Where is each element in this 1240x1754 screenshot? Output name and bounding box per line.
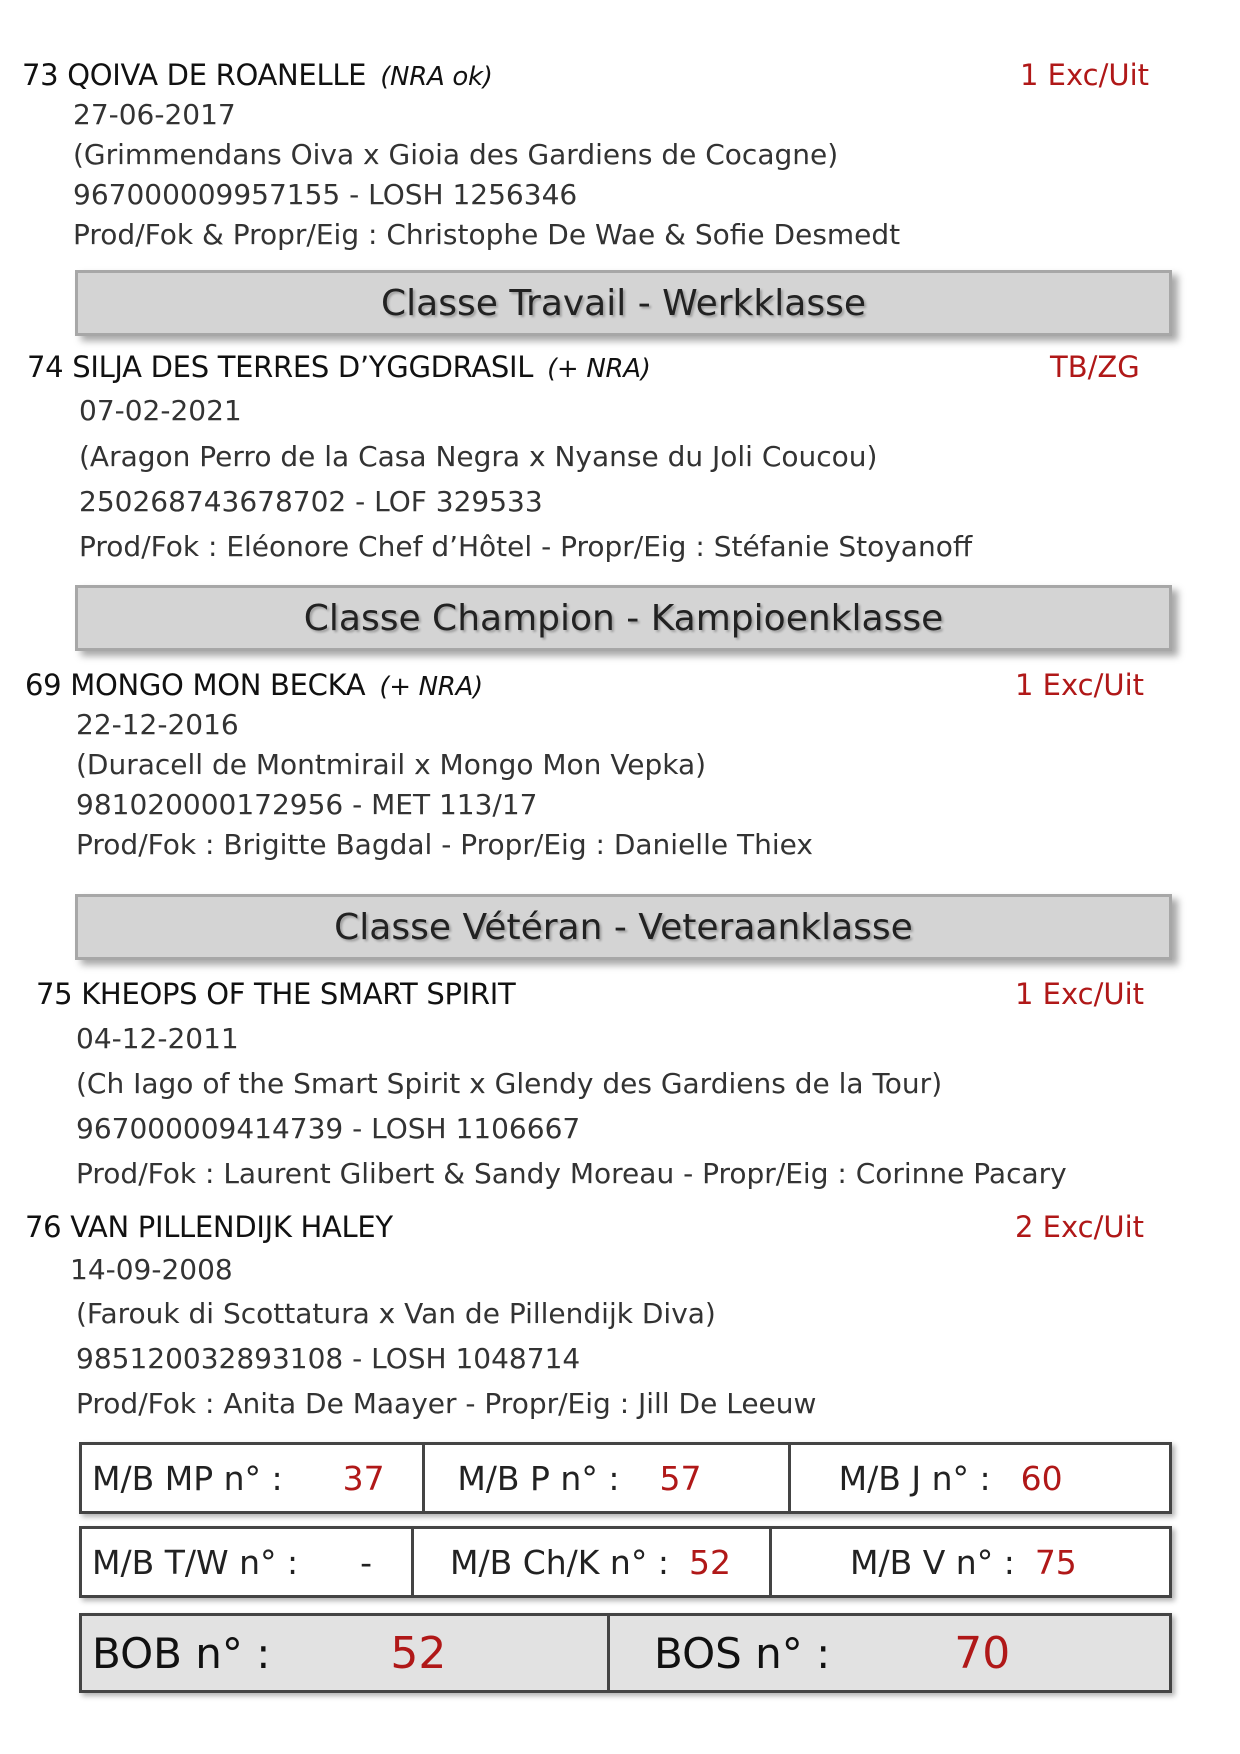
result-label: M/B T/W n° : (92, 1542, 299, 1582)
entry-owner: Prod/Fok & Propr/Eig : Christophe De Wae & Sofie Desmedt (73, 218, 901, 251)
banner-classe-travail: Classe Travail - Werkklasse (75, 270, 1172, 336)
entry-note: (+ NRA) (379, 672, 483, 702)
bos-cell (610, 1616, 1169, 1690)
result-label: M/B P n° : (457, 1458, 620, 1498)
entry-grade: 1 Exc/Uit (1015, 977, 1145, 1011)
result-chk-cell (414, 1529, 772, 1595)
entry-owner: Prod/Fok : Anita De Maayer - Propr/Eig : Jill De Leeuw (76, 1387, 817, 1420)
bos-label: BOS n° : (654, 1628, 831, 1678)
result-p-cell (425, 1445, 790, 1511)
entry-birthdate: 07-02-2021 (79, 394, 242, 427)
result-label: M/B MP n° : (92, 1458, 283, 1498)
entry-owner: Prod/Fok : Eléonore Chef d’Hôtel - Propr/Eig : Stéfanie Stoyanoff (79, 530, 973, 563)
result-value: 52 (688, 1542, 731, 1582)
result-j-cell (791, 1445, 1169, 1511)
result-value: 60 (1020, 1458, 1063, 1498)
entry-ids: 967000009414739 - LOSH 1106667 (76, 1112, 581, 1145)
entry-birthdate: 14-09-2008 (70, 1253, 233, 1286)
entry-birthdate: 04-12-2011 (76, 1022, 239, 1055)
entry-owner: Prod/Fok : Laurent Glibert & Sandy Moreau - Propr/Eig : Corinne Pacary (76, 1157, 1067, 1190)
results-row-2 (79, 1526, 1172, 1598)
entry-title (22, 58, 493, 92)
result-v-cell (772, 1529, 1169, 1595)
result-value: 57 (659, 1458, 702, 1498)
bob-label: BOB n° : (92, 1628, 271, 1678)
result-value: 37 (342, 1458, 385, 1498)
entry-owner: Prod/Fok : Brigitte Bagdal - Propr/Eig : Danielle Thiex (76, 828, 813, 861)
results-row-1 (79, 1442, 1172, 1514)
dog-name: 76 VAN PILLENDIJK HALEY (25, 1210, 393, 1244)
entry-ids: 250268743678702 - LOF 329533 (79, 485, 543, 518)
banner-classe-veteran: Classe Vétéran - Veteraanklasse (75, 894, 1172, 960)
entry-grade: 1 Exc/Uit (1020, 58, 1150, 92)
entry-note: (NRA ok) (380, 62, 493, 92)
result-label: M/B V n° : (850, 1542, 1015, 1582)
entry-note: (+ NRA) (547, 354, 651, 384)
result-mp-cell (82, 1445, 425, 1511)
entry-birthdate: 27-06-2017 (73, 98, 236, 131)
entry-grade: 2 Exc/Uit (1015, 1210, 1145, 1244)
entry-ids: 981020000172956 - MET 113/17 (76, 788, 538, 821)
dog-name: 74 SILJA DES TERRES D’YGGDRASIL (27, 350, 534, 384)
result-value: - (360, 1542, 373, 1582)
entry-birthdate: 22-12-2016 (76, 708, 239, 741)
dog-name: 75 KHEOPS OF THE SMART SPIRIT (36, 977, 516, 1011)
entry-parents: (Farouk di Scottatura x Van de Pillendijk Diva) (76, 1297, 716, 1330)
result-value: 75 (1034, 1542, 1077, 1582)
bob-value: 52 (390, 1627, 447, 1679)
entry-title (25, 1210, 407, 1244)
bob-cell (82, 1616, 610, 1690)
entry-ids: 985120032893108 - LOSH 1048714 (76, 1342, 581, 1375)
result-label: M/B J n° : (838, 1458, 991, 1498)
entry-grade: 1 Exc/Uit (1015, 668, 1145, 702)
entry-title (25, 668, 483, 702)
entry-title (27, 350, 651, 384)
entry-parents: (Ch Iago of the Smart Spirit x Glendy des Gardiens de la Tour) (76, 1067, 943, 1100)
bob-bos-row (79, 1613, 1172, 1693)
banner-classe-champion: Classe Champion - Kampioenklasse (75, 585, 1172, 651)
result-tw-cell (82, 1529, 414, 1595)
dog-name: 73 QOIVA DE ROANELLE (22, 58, 367, 92)
result-label: M/B Ch/K n° : (450, 1542, 669, 1582)
bos-value: 70 (954, 1627, 1011, 1679)
entry-parents: (Duracell de Montmirail x Mongo Mon Vepka) (76, 748, 707, 781)
entry-parents: (Aragon Perro de la Casa Negra x Nyanse du Joli Coucou) (79, 440, 878, 473)
entry-ids: 967000009957155 - LOSH 1256346 (73, 178, 578, 211)
entry-grade: TB/ZG (1050, 350, 1140, 384)
entry-parents: (Grimmendans Oiva x Gioia des Gardiens de Cocagne) (73, 138, 839, 171)
entry-title (36, 977, 529, 1011)
dog-name: 69 MONGO MON BECKA (25, 668, 366, 702)
